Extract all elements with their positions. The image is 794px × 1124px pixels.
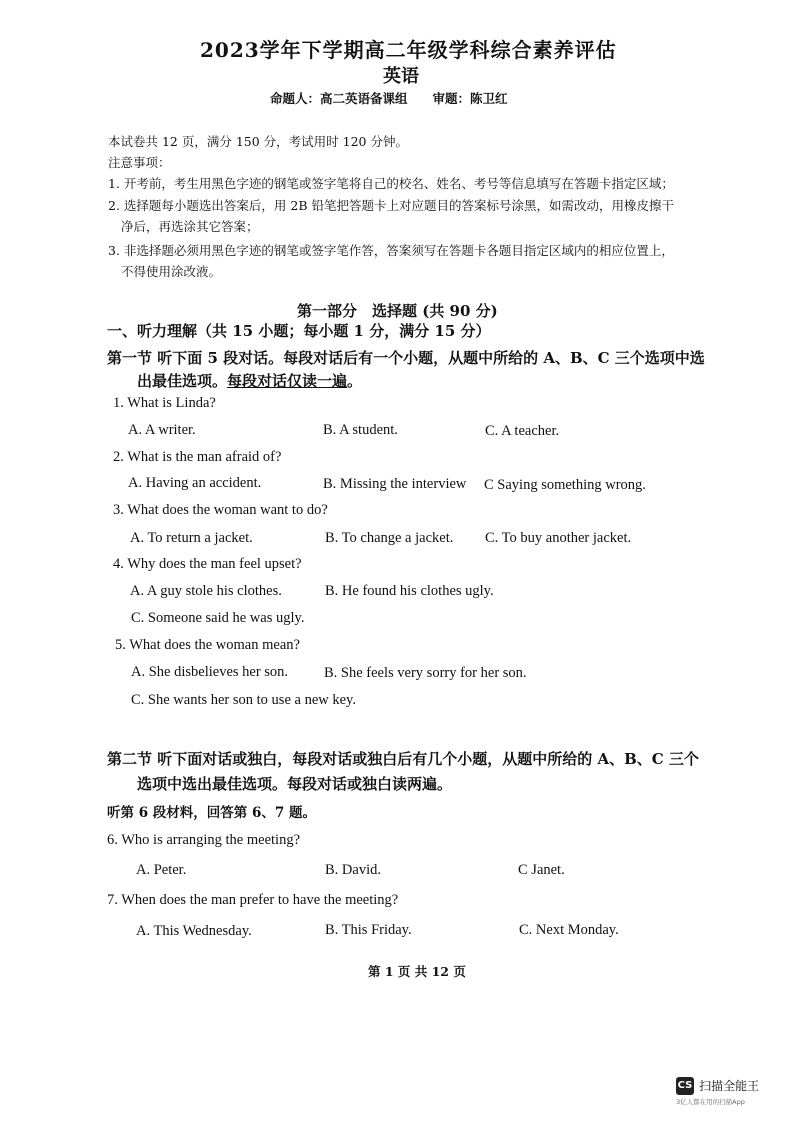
q1-option-a: A. A writer. — [128, 422, 196, 438]
exam-title: 2023学年下学期高二年级学科综合素养评估 — [200, 38, 617, 62]
question-5: 5. What does the woman mean? — [115, 637, 300, 653]
read-once-note: 每段对话仅读一遍 — [227, 372, 348, 390]
q2-option-a: A. Having an accident. — [128, 475, 262, 491]
note-3a: 3. 非选择题必须用黑色字迹的钢笔或签字笔作答，答案须写在答题卡各题目指定区域内的相应位置上， — [108, 243, 674, 258]
q3-option-c: C. To buy another jacket. — [485, 530, 632, 546]
q2-option-b: B. Missing the interview — [323, 476, 467, 492]
section1-instructions-a: 第一节 听下面 5 段对话。每段对话后有一个小题，从题中所给的 A、B、C 三个选项中选 — [107, 349, 705, 367]
section2-instructions-a: 第二节 听下面对话或独白，每段对话或独白后有几个小题，从题中所给的 A、B、C 三个 — [107, 750, 699, 768]
scanner-tagline: 3亿人都在用的扫描App — [676, 1098, 745, 1106]
section1-instructions-b-text: 出最佳选项。 — [137, 372, 228, 390]
q1-option-c: C. A teacher. — [485, 423, 560, 439]
section1-instructions-b — [137, 370, 362, 391]
material-6-note: 听第 6 段材料，回答第 6、7 题。 — [107, 805, 316, 821]
q1-option-b: B. A student. — [323, 422, 398, 438]
exam-intro: 本试卷共 12 页，满分 150 分，考试用时 120 分钟。 — [108, 134, 408, 149]
question-2: 2. What is the man afraid of? — [113, 449, 282, 465]
q7-option-a: A. This Wednesday. — [136, 923, 252, 939]
q2-option-c: C Saying something wrong. — [484, 477, 646, 493]
q4-option-b: B. He found his clothes ugly. — [325, 583, 494, 599]
scanner-watermark — [676, 1075, 759, 1095]
note-1: 1. 开考前，考生用黑色字迹的钢笔或签字笔将自己的校名、姓名、考号等信息填写在答题卡指定区域； — [108, 176, 674, 191]
authors-line: 命题人：高二英语备课组 审题：陈卫红 — [270, 91, 508, 106]
q4-option-c: C. Someone said he was ugly. — [131, 610, 305, 626]
q6-option-a: A. Peter. — [136, 862, 187, 878]
section1-instructions-b-end: 。 — [347, 372, 363, 390]
q4-option-a: A. A guy stole his clothes. — [130, 583, 282, 599]
question-3: 3. What does the woman want to do? — [113, 502, 328, 518]
page-number: 第 1 页 共 12 页 — [368, 964, 466, 979]
question-1: 1. What is Linda? — [113, 395, 216, 411]
subject-title: 英语 — [383, 66, 419, 87]
question-6: 6. Who is arranging the meeting? — [107, 832, 301, 848]
q3-option-a: A. To return a jacket. — [130, 530, 253, 546]
scanner-app-name: 扫描全能王 — [699, 1079, 760, 1093]
notes-title: 注意事项： — [108, 155, 171, 170]
camscanner-logo-icon: CS — [676, 1077, 694, 1095]
q6-option-c: C Janet. — [518, 862, 565, 878]
q5-option-c: C. She wants her son to use a new key. — [131, 692, 356, 708]
listening-section-title: 一、听力理解（共 15 小题；每小题 1 分，满分 15 分） — [107, 322, 491, 340]
note-2a: 2. 选择题每小题选出答案后，用 2B 铅笔把答题卡上对应题目的答案标号涂黑，如需改动，用橡皮擦干 — [108, 198, 674, 213]
q5-option-b: B. She feels very sorry for her son. — [324, 665, 527, 681]
part1-title: 第一部分 选择题 (共 90 分) — [297, 302, 498, 320]
q7-option-b: B. This Friday. — [325, 922, 412, 938]
q5-option-a: A. She disbelieves her son. — [131, 664, 289, 680]
note-3b: 不得使用涂改液。 — [121, 264, 222, 279]
note-2b: 净后，再选涂其它答案； — [121, 219, 259, 234]
q3-option-b: B. To change a jacket. — [325, 530, 454, 546]
question-7: 7. When does the man prefer to have the meeting? — [107, 892, 399, 908]
q7-option-c: C. Next Monday. — [519, 922, 619, 938]
q6-option-b: B. David. — [325, 862, 381, 878]
section2-instructions-b: 选项中选出最佳选项。每段对话或独白读两遍。 — [137, 775, 453, 793]
question-4: 4. Why does the man feel upset? — [113, 556, 302, 572]
